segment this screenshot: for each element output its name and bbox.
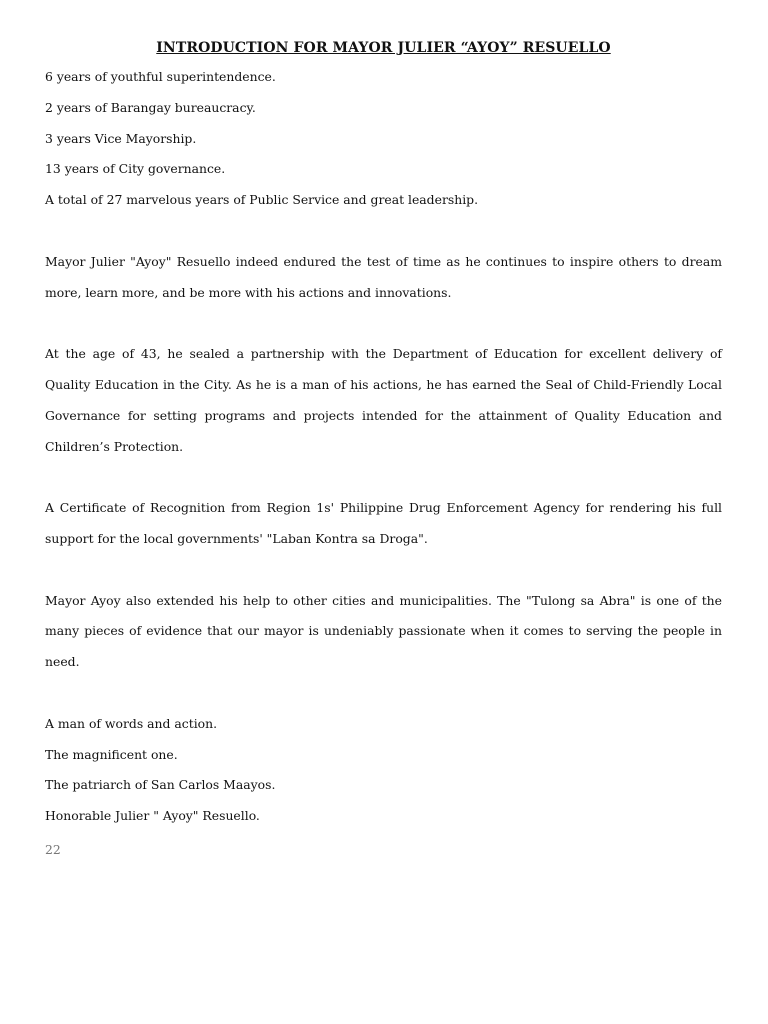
intro-line: A total of 27 marvelous years of Public Service and great leadership. (45, 192, 479, 208)
document-page (45, 38, 722, 860)
paragraph: A Certificate of Recognition from Region 1s' Philippine Drug Enforcement Agency for rendering his full support for the local governments' "Laban Kontra sa Droga". (45, 500, 722, 546)
paragraph: At the age of 43, he sealed a partnership with the Department of Education for excellent delivery of Quality Education in the City. As he is a man of his actions, he has earned the Seal of Child-Friendly Local Governance for setting programs and projects intended for the attainment of Quality Education and Children’s Protection. (45, 346, 722, 454)
closing-line: The patriarch of San Carlos Maayos. (45, 777, 276, 793)
intro-line: 3 years Vice Mayorship. (45, 130, 197, 146)
closing-line: Honorable Julier " Ayoy" Resuello. (45, 808, 260, 824)
intro-line: 13 years of City governance. (45, 161, 226, 177)
paragraph-spacer (45, 462, 722, 493)
intro-line: 6 years of youthful superintendence. (45, 69, 276, 84)
document-title: INTRODUCTION FOR MAYOR JULIER “AYOY” RESUELLO (156, 40, 611, 56)
paragraph: Mayor Ayoy also extended his help to other cities and municipalities. The "Tulong sa Abra" is one of the many pieces of evidence that our mayor is undeniably passionate when it comes to serving the people in need. (45, 592, 722, 670)
paragraph-spacer (45, 555, 722, 586)
page-number: 22 (45, 841, 61, 857)
closing-line: A man of words and action. (45, 715, 218, 731)
closing-line: The magnificent one. (45, 746, 178, 762)
paragraph: Mayor Julier "Ayoy" Resuello indeed endured the test of time as he continues to inspire others to dream more, learn more, and be more with his actions and innovations. (45, 253, 722, 300)
paragraph-spacer (45, 216, 722, 247)
paragraph-spacer (45, 678, 722, 709)
intro-line: 2 years of Barangay bureaucracy. (45, 99, 256, 115)
paragraph-spacer (45, 308, 722, 339)
